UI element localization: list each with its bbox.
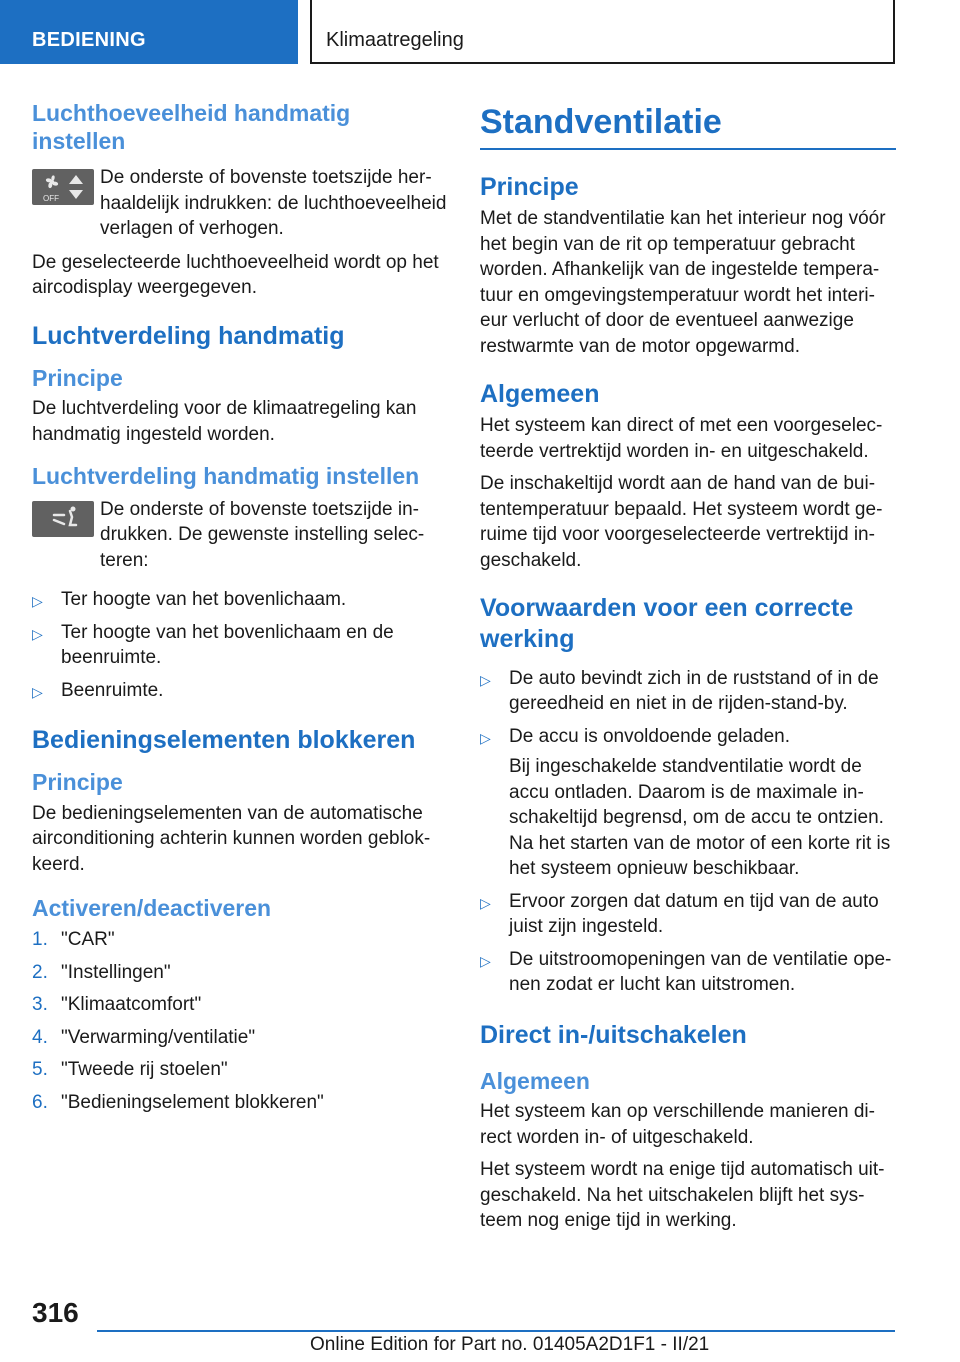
distribution-heading: Luchtverdeling handmatig — [32, 321, 345, 350]
principle-heading: Principe — [480, 173, 579, 202]
airflow-heading: Luchthoeveelheid handmatig instellen — [32, 100, 351, 154]
list-item: ▷ Ervoor zorgen dat datum en tijd van de auto juist zijn ingesteld. — [480, 890, 879, 938]
triangle-bullet-icon: ▷ — [480, 952, 491, 969]
standventilatie-title: Standventilatie — [480, 100, 896, 150]
direct-general-heading: Algemeen — [480, 1067, 590, 1094]
general-heading: Algemeen — [480, 380, 600, 409]
activate-heading: Activeren/deactiveren — [32, 895, 272, 922]
list-item: ▷ Ter hoogte van het bovenlichaam en de beenruimte. — [32, 621, 394, 669]
direct-text-1: Het systeem kan op verschillende manieren direct worden in- of uitgeschakeld. — [480, 1101, 875, 1148]
conditions-list — [480, 666, 896, 998]
distribution-manual-heading: Luchtverdeling handmatig instellen — [32, 463, 420, 490]
lock-principle-text: De bedieningselementen van de automatische airconditioning achterin kunnen worden geblokkeerd. — [32, 802, 431, 875]
list-item: ▷ De auto bevindt zich in de ruststand of in de gereedheid en niet in de rijden-stand-by. — [480, 667, 879, 715]
off-label: OFF — [43, 194, 59, 204]
list-item: 1. "CAR" — [32, 929, 115, 951]
chapter-title: Klimaatregeling — [310, 0, 895, 64]
triangle-bullet-icon: ▷ — [480, 894, 491, 911]
lock-principle-heading: Principe — [32, 769, 123, 796]
airflow-display-note: De geselecteerde luchthoeveelheid wordt op het aircodisplay weergegeven. — [32, 251, 439, 299]
list-item: ▷ De uitstroomopeningen van de ventilatie openen zodat er lucht kan uitstromen. — [480, 948, 892, 996]
general-text-1: Het systeem kan direct of met een voorgeselecteerde vertrektijd worden in- en uitgeschakeld. — [480, 415, 883, 462]
list-item: 6. "Bedieningselement blokkeren" — [32, 1091, 324, 1113]
lock-controls-heading: Bedieningselementen blokkeren — [32, 726, 416, 755]
list-item: 2. "Instellingen" — [32, 961, 171, 983]
footer-divider — [97, 1330, 895, 1332]
list-item: ▷ Ter hoogte van het bovenlichaam. — [32, 587, 448, 613]
fan-button-icon — [32, 169, 94, 205]
triangle-bullet-icon: ▷ — [480, 671, 491, 688]
airflow-icon-row — [32, 165, 448, 242]
list-item: 5. "Tweede rij stoelen" — [32, 1059, 228, 1081]
conditions-heading: Voorwaarden voor een correcte werking — [480, 594, 854, 654]
triangle-bullet-icon: ▷ — [32, 683, 43, 700]
general-text-2: De inschakeltijd wordt aan de hand van de buitentemperatuur bepaald. Het systeem wordt geruime tijd voor voorgeselecteerde vertrektijd ingeschakeld. — [480, 473, 883, 571]
distribution-principle-text: De luchtverdeling voor de klimaatregeling kan handmatig ingesteld worden. — [32, 398, 417, 445]
activation-steps — [32, 927, 448, 1115]
airflow-instruction: De onderste of bovenste toetszijde herhaaldelijk indrukken: de luchthoeveelheid verlagen of verhogen. — [100, 167, 447, 240]
page-number: 316 — [32, 1297, 79, 1328]
distribution-principle-heading: Principe — [32, 364, 123, 391]
list-item: ▷ Beenruimte. — [32, 678, 448, 704]
direct-text-2: Het systeem wordt na enige tijd automatisch uitgeschakeld. Na het uitschakelen blijft het systeem nog enige tijd in werking. — [480, 1159, 885, 1232]
list-item: 4. "Verwarming/ventilatie" — [32, 1026, 256, 1048]
edition-note: Online Edition for Part no. 01405A2D1F1 - II/21 — [310, 1334, 710, 1355]
distribution-instruction: De onderste of bovenste toetszijde indrukken. De gewenste instelling selecteren: — [100, 498, 425, 571]
principle-text: Met de standventilatie kan het interieur nog vóór het begin van de rit op temperatuur gebracht worden. Afhankelijk van de ingestelde temperatuur en omgevingstemperatuur wordt het interieur verlucht of door de eventueel aanwezige restwarmte van de motor opgewarmd. — [480, 208, 886, 357]
triangle-bullet-icon: ▷ — [32, 625, 43, 642]
direct-switch-heading: Direct in-/uitschakelen — [480, 1020, 747, 1049]
section-tab: BEDIENING — [0, 0, 298, 64]
distribution-icon-row — [32, 497, 448, 574]
right-column — [480, 100, 896, 1241]
air-distribution-icon — [32, 501, 94, 537]
left-column — [32, 100, 448, 1129]
triangle-bullet-icon: ▷ — [32, 593, 43, 610]
distribution-options — [32, 587, 448, 703]
battery-note: Bij ingeschakelde standventilatie wordt de accu ontladen. Daarom is de maximale inschakeltijd begrensd, om de accu te ontzien. Na het starten van de motor of een korte rit is het systeem opnieuw beschikbaar. — [509, 756, 891, 880]
triangle-bullet-icon: ▷ — [480, 729, 491, 746]
list-item: ▷ De accu is onvoldoende geladen. Bij ingeschakelde standventilatie wordt de accu ontladen. Daarom is de maximale inschakeltijd begrensd, om de accu te ontzien. Na het starten van de motor of een korte rit is het systeem opnieuw beschikbaar. — [480, 724, 896, 882]
list-item: 3. "Klimaatcomfort" — [32, 994, 202, 1016]
